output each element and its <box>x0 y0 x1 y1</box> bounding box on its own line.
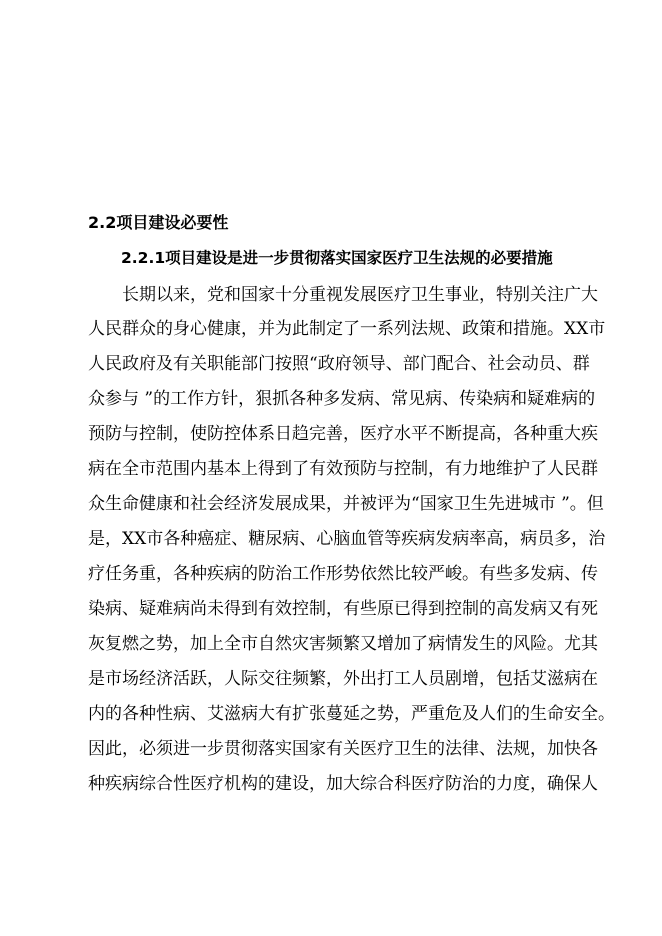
paragraph-line: 众参与 ”的工作方针，狠抓各种多发病、常见病、传染病和疑难病的 <box>88 389 596 409</box>
paragraph-line: 疗任务重，各种疾病的防治工作形势依然比较严峻。有些多发病、传 <box>88 564 598 584</box>
paragraph-line: 是，XX市各种癌症、糖尿病、心脑血管等疾病发病率高，病员多，治 <box>88 529 606 549</box>
paragraph-line: 众生命健康和社会经济发展成果，并被评为“国家卫生先进城市 ”。但 <box>88 494 604 514</box>
paragraph-line: 是市场经济活跃，人际交往频繁，外出打工人员剧增，包括艾滋病在 <box>88 669 598 689</box>
paragraph-line: 种疾病综合性医疗机构的建设，加大综合科医疗防治的力度，确保人 <box>88 774 598 794</box>
paragraph-line: 染病、疑难病尚未得到有效控制，有些原已得到控制的高发病又有死 <box>88 599 598 619</box>
section-heading: 2.2项目建设必要性 <box>88 213 229 232</box>
paragraph-line: 人民政府及有关职能部门按照“政府领导、部门配合、社会动员、群 <box>88 354 590 374</box>
paragraph-line: 内的各种性病、艾滋病大有扩张蔓延之势，严重危及人们的生命安全。 <box>88 704 615 724</box>
paragraph-line: 长期以来，党和国家十分重视发展医疗卫生事业，特别关注广大 <box>122 285 598 305</box>
paragraph-line: 病在全市范围内基本上得到了有效预防与控制，有力地维护了人民群 <box>88 459 598 479</box>
paragraph-line: 因此，必须进一步贯彻落实国家有关医疗卫生的法律、法规，加快各 <box>88 739 598 759</box>
paragraph-line: 预防与控制，使防控体系日趋完善，医疗水平不断提高，各种重大疾 <box>88 424 598 444</box>
subsection-heading: 2.2.1项目建设是进一步贯彻落实国家医疗卫生法规的必要措施 <box>121 249 553 267</box>
paragraph-line: 灰复燃之势，加上全市自然灾害频繁又增加了病情发生的风险。尤其 <box>88 634 598 654</box>
paragraph-line: 人民群众的身心健康，并为此制定了一系列法规、政策和措施。XX市 <box>88 319 606 339</box>
